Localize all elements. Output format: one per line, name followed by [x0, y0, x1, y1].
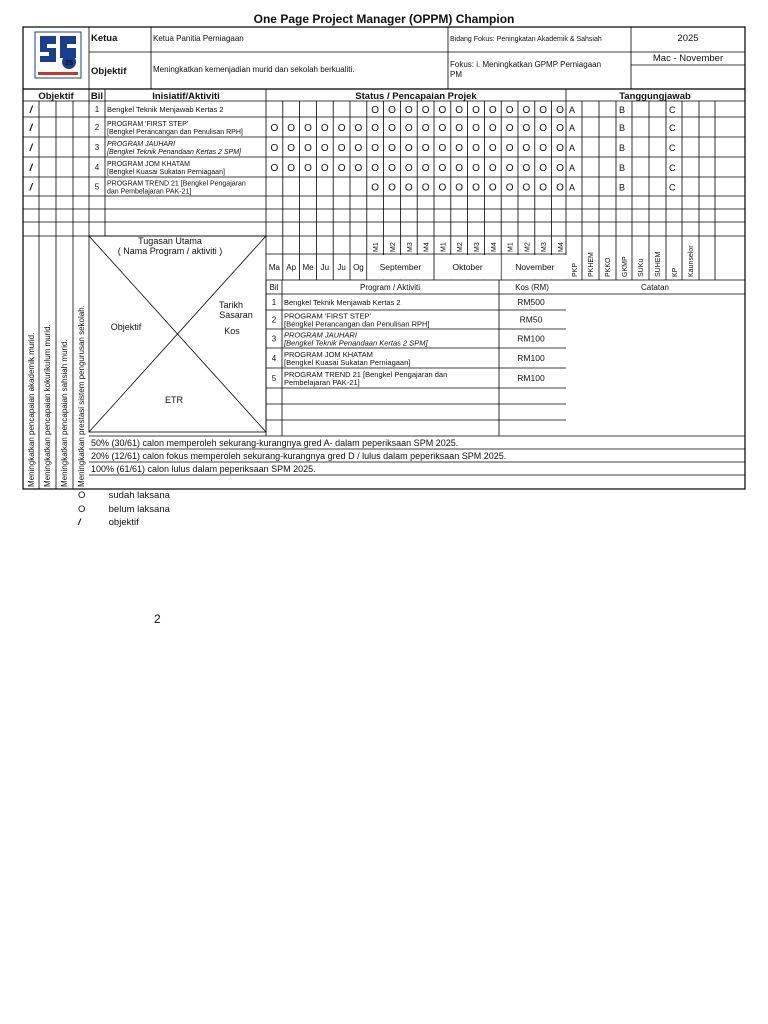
status-mark: O — [488, 105, 497, 116]
status-mark: O — [455, 105, 464, 116]
cost-value: RM100 — [517, 333, 545, 344]
status-mark: O — [472, 105, 480, 116]
cost-program: PROGRAM JAUHARI — [284, 330, 357, 340]
legend-item-objective — [78, 517, 139, 528]
objective-vertical-text: Meningkatkan pencapaian kokurikulum murid. — [43, 324, 52, 487]
role-label: PKHEM — [588, 252, 595, 277]
status-mark: O — [505, 143, 514, 154]
status-mark: O — [522, 123, 531, 134]
legend-text: sudah laksana — [108, 490, 170, 501]
resp-mark: C — [669, 105, 676, 115]
status-mark: O — [371, 123, 380, 134]
cost-value: RM50 — [519, 314, 543, 325]
ketua-value: Ketua Panitia Perniagaan — [153, 34, 244, 43]
col-inisiatif: Inisiatif/Aktiviti — [152, 91, 220, 102]
status-mark: O — [488, 143, 497, 154]
week-label: M2 — [457, 242, 465, 252]
status-mark: O — [421, 105, 430, 116]
status-mark: O — [556, 163, 564, 174]
cost-header-bil: Bil — [269, 283, 279, 292]
legend-item-done — [78, 490, 170, 501]
resp-mark: A — [569, 123, 576, 133]
initiative-detail: [Bengkel Perancangan dan Penulisan RPH] — [107, 129, 243, 136]
col-status: Status / Pencapaian Projek — [355, 91, 477, 102]
status-mark: O — [404, 143, 413, 154]
status-mark: O — [455, 123, 464, 134]
cost-program: Bengkel Teknik Menjawab Kertas 2 — [284, 298, 401, 307]
cost-bil: 2 — [271, 315, 277, 325]
role-label: PKP — [572, 262, 579, 277]
status-mark: O — [522, 105, 531, 116]
cost-program-detail: [Bengkel Perancangan dan Penulisan RPH] — [284, 319, 430, 329]
status-mark: O — [438, 123, 447, 134]
week-label: M1 — [440, 242, 448, 252]
status-mark: O — [388, 143, 396, 154]
legend-item-pending — [78, 504, 170, 515]
period-label: Mac - November — [652, 53, 724, 64]
objective-vertical-text: Meningkatkan pencapaian akademik murid. — [27, 332, 36, 487]
status-mark: O — [556, 123, 564, 134]
cost-header-program: Program / Aktiviti — [359, 283, 421, 292]
diagram-right-2: Sasaran — [219, 310, 253, 320]
status-mark: O — [421, 123, 430, 134]
week-label: M2 — [390, 242, 397, 252]
cost-header-kos: Kos (RM) — [515, 283, 549, 292]
resp-mark: C — [669, 143, 676, 153]
month-short-label: Ju — [320, 263, 330, 272]
initiative-detail: [Bengkel Kuasai Sukatan Perniagaan] — [107, 169, 225, 176]
cost-bil: 1 — [271, 298, 277, 307]
target-text: 50% (30/61) calon memperoleh sekurang-kurangnya gred A- dalam peperiksaan SPM 2025. — [91, 438, 459, 448]
objective-mark: / — [29, 123, 33, 134]
objektif-label: Objektif — [91, 66, 127, 77]
document-title: One Page Project Manager (OPPM) Champion — [253, 12, 515, 26]
logo-text: 25 — [65, 60, 73, 67]
page-number: 2 — [154, 612, 161, 626]
month-group-label: September — [379, 262, 422, 272]
week-label: M3 — [541, 242, 549, 252]
target-text: 100% (61/61) calon lulus dalam peperiksaan SPM 2025. — [91, 464, 316, 474]
status-mark: O — [505, 182, 514, 194]
role-label: PKKO — [605, 257, 612, 277]
diagram-right-kos: Kos — [224, 326, 240, 336]
objective-vertical-text: Meningkatkan pencapaian sahsiah murid. — [60, 339, 69, 487]
status-mark: O — [488, 182, 497, 194]
objective-mark: / — [29, 105, 33, 116]
bidang-fokus: Bidang Fokus: Peningkatan Akademik & Sahsiah — [450, 36, 602, 43]
status-mark: O — [556, 143, 564, 154]
status-mark: O — [304, 163, 312, 174]
legend-symbol: O — [78, 490, 86, 501]
status-mark: O — [270, 143, 279, 154]
resp-mark: B — [619, 105, 626, 115]
status-mark: O — [404, 163, 413, 174]
status-mark: O — [337, 143, 346, 154]
week-label: M1 — [507, 242, 515, 252]
week-label: M3 — [474, 242, 481, 252]
cost-bil: 4 — [271, 354, 277, 363]
legend-text: belum laksana — [108, 504, 170, 515]
objective-mark: / — [29, 163, 33, 174]
status-mark: O — [320, 143, 329, 154]
status-mark: O — [438, 163, 447, 174]
school-logo-icon — [35, 32, 81, 78]
status-mark: O — [371, 143, 380, 154]
initiative-bil: 1 — [94, 105, 100, 114]
cost-value: RM100 — [517, 353, 545, 363]
status-mark: O — [472, 143, 480, 154]
status-mark: O — [522, 163, 531, 174]
cost-bil: 5 — [271, 374, 277, 383]
status-mark: O — [354, 163, 363, 174]
status-mark: O — [455, 163, 464, 174]
legend-text: objektif — [108, 517, 139, 528]
status-mark: O — [421, 143, 430, 154]
status-mark: O — [438, 182, 447, 194]
status-mark: O — [337, 123, 346, 134]
legend-symbol: O — [78, 504, 86, 515]
status-mark: O — [287, 143, 296, 154]
cost-program: PROGRAM JOM KHATAM — [284, 350, 373, 359]
status-mark: O — [421, 182, 430, 194]
status-mark: O — [539, 182, 548, 194]
resp-mark: A — [569, 163, 576, 173]
month-short-label: Me — [302, 263, 314, 272]
status-mark: O — [488, 123, 497, 134]
fokus-line-2: PM — [450, 70, 462, 79]
col-objektif: Objektif — [38, 91, 74, 102]
year-label: 2025 — [677, 33, 699, 44]
resp-mark: A — [569, 182, 576, 193]
status-mark: O — [388, 105, 396, 116]
week-label: M4 — [490, 242, 498, 252]
status-mark: O — [539, 143, 548, 154]
status-mark: O — [455, 143, 464, 154]
status-mark: O — [539, 105, 548, 116]
status-mark: O — [371, 105, 380, 116]
status-mark: O — [388, 182, 396, 194]
status-mark: O — [472, 182, 480, 194]
role-label: KP — [672, 267, 679, 277]
month-short-label: Og — [353, 263, 364, 272]
diagram-top: Tugasan Utama — [138, 236, 202, 246]
diagram-bottom: ETR — [165, 395, 183, 405]
resp-mark: C — [669, 182, 676, 193]
legend-symbol: / — [78, 517, 81, 528]
objective-mark: / — [29, 143, 33, 154]
status-mark: O — [522, 182, 531, 194]
month-group-label: November — [515, 262, 555, 272]
initiative-bil: 5 — [94, 182, 100, 192]
initiative-name: Bengkel Teknik Menjawab Kertas 2 — [107, 105, 224, 114]
initiative-detail: dan Pembelajaran PAK-21] — [107, 188, 192, 196]
status-mark: O — [472, 163, 480, 174]
status-mark: O — [354, 123, 363, 134]
role-label: SUKu — [638, 258, 645, 277]
cost-program: PROGRAM TREND 21 [Bengkel Pengajaran dan — [284, 370, 448, 379]
resp-mark: A — [569, 105, 576, 115]
resp-mark: C — [669, 123, 676, 133]
status-mark: O — [337, 163, 346, 174]
status-mark: O — [354, 143, 363, 154]
status-mark: O — [304, 123, 312, 134]
week-label: M4 — [558, 242, 565, 252]
resp-mark: C — [669, 163, 676, 173]
status-mark: O — [404, 123, 413, 134]
initiative-name: PROGRAM JOM KHATAM — [107, 161, 190, 168]
cost-bil: 3 — [271, 334, 277, 344]
role-label: GKMP — [622, 256, 629, 277]
resp-mark: B — [619, 182, 626, 193]
initiative-bil: 2 — [94, 123, 100, 132]
fokus-line-1: Fokus: i. Meningkatkan GPMP Perniagaan — [450, 60, 602, 69]
diagram-right-1: Tarikh — [218, 300, 244, 310]
initiative-bil: 4 — [94, 163, 100, 172]
status-mark: O — [371, 163, 380, 174]
cost-program-detail: [Bengkel Teknik Penandaan Kertas 2 SPM] — [284, 338, 428, 348]
status-mark: O — [304, 143, 312, 154]
status-mark: O — [320, 123, 329, 134]
cost-program-detail: Pembelajaran PAK-21] — [284, 378, 360, 387]
status-mark: O — [388, 163, 396, 174]
resp-mark: A — [569, 143, 576, 153]
cost-header-catatan: Catatan — [640, 283, 670, 292]
status-mark: O — [438, 105, 447, 116]
cost-program: PROGRAM 'FIRST STEP' — [284, 311, 371, 321]
col-bil: Bil — [90, 91, 104, 102]
diagram-left: Objektif — [110, 322, 142, 332]
week-label: M3 — [406, 242, 414, 252]
initiative-name: PROGRAM JAUHARI — [107, 141, 176, 148]
role-label: Kaunselor — [688, 245, 695, 277]
cost-program-detail: [Bengkel Kuasai Sukatan Perniagaan] — [284, 358, 411, 367]
status-mark: O — [539, 163, 548, 174]
cost-value: RM100 — [517, 373, 545, 383]
status-mark: O — [455, 182, 464, 194]
month-short-label: Ju — [337, 263, 346, 272]
week-label: M2 — [524, 242, 532, 252]
week-label: M1 — [373, 242, 381, 252]
status-mark: O — [270, 163, 279, 174]
initiative-name: PROGRAM TREND 21 [Bengkel Pengajaran — [107, 180, 246, 188]
resp-mark: B — [619, 163, 626, 173]
status-mark: O — [488, 163, 497, 174]
role-label: SUHEM — [655, 251, 662, 277]
month-group-label: Oktober — [452, 262, 483, 272]
resp-mark: B — [619, 143, 626, 153]
objective-mark: / — [29, 182, 33, 194]
objektif-value: Meningkatkan kemenjadian murid dan sekolah berkualiti. — [153, 65, 355, 74]
initiative-bil: 3 — [94, 143, 100, 152]
status-mark: O — [438, 143, 447, 154]
status-mark: O — [472, 123, 480, 134]
status-mark: O — [421, 163, 430, 174]
status-mark: O — [404, 105, 413, 116]
status-mark: O — [388, 123, 396, 134]
status-mark: O — [404, 182, 413, 194]
target-text: 20% (12/61) calon fokus memperoleh sekurang-kurangnya gred D / lulus dalam peperiksaan SPM 2025. — [91, 451, 507, 461]
status-mark: O — [371, 182, 380, 194]
initiative-name: PROGRAM 'FIRST STEP' — [107, 121, 189, 128]
status-mark: O — [320, 163, 329, 174]
cost-value: RM500 — [517, 297, 545, 307]
ketua-label: Ketua — [91, 33, 118, 44]
status-mark: O — [287, 163, 296, 174]
week-label: M4 — [423, 242, 431, 252]
status-mark: O — [556, 105, 564, 116]
month-short-label: Ap — [286, 263, 297, 272]
col-tanggungjawab: Tanggungjawab — [619, 91, 691, 102]
status-mark: O — [505, 105, 514, 116]
status-mark: O — [556, 182, 564, 194]
diagram-top-sub: ( Nama Program / aktiviti ) — [117, 246, 223, 256]
status-mark: O — [287, 123, 296, 134]
status-mark: O — [505, 163, 514, 174]
status-mark: O — [505, 123, 514, 134]
initiative-detail: [Bengkel Teknik Penandaan Kertas 2 SPM] — [107, 149, 241, 156]
resp-mark: B — [619, 123, 626, 133]
month-short-label: Ma — [268, 263, 280, 272]
status-mark: O — [539, 123, 548, 134]
objective-vertical-text: Meningkatkan prestasi sistem pengurusan sekolah. — [77, 305, 86, 487]
status-mark: O — [270, 123, 279, 134]
status-mark: O — [522, 143, 531, 154]
